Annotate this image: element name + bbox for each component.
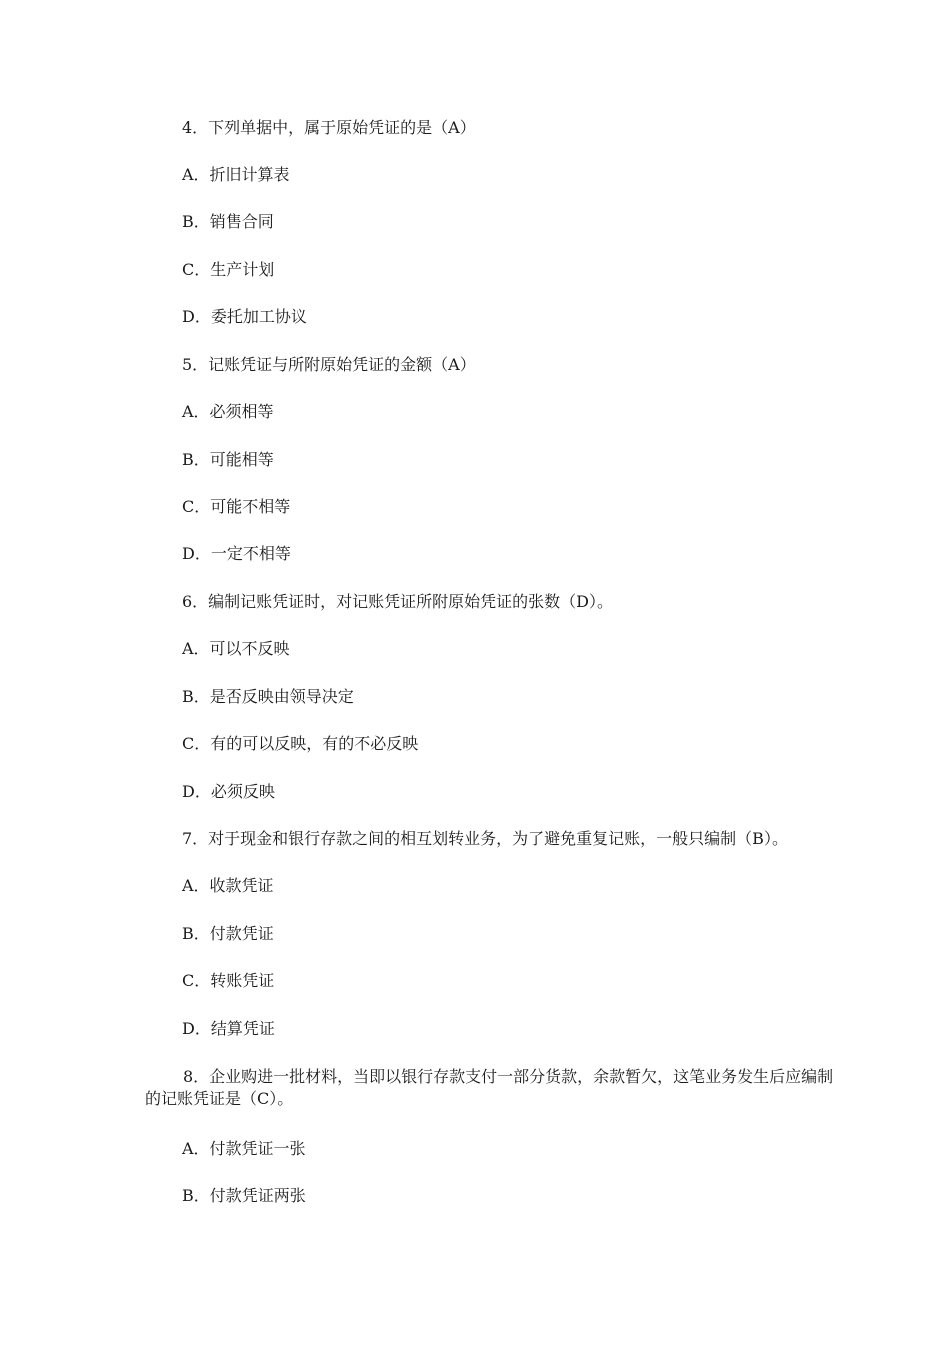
question-8: 8．企业购进一批材料，当即以银行存款支付一部分货款，余款暂欠，这笔业务发生后应编制的记账凭证是（C）。: [145, 1067, 834, 1108]
option-a: A．收款凭证: [182, 876, 274, 895]
option-b: B．付款凭证: [182, 924, 274, 943]
question-6: 6．编制记账凭证时，对记账凭证所附原始凭证的张数（D）。: [182, 592, 614, 611]
option-d: D．一定不相等: [182, 544, 291, 563]
option-c: C．可能不相等: [182, 497, 291, 516]
option-a: A．付款凭证一张: [182, 1139, 306, 1158]
option-a: A．可以不反映: [182, 639, 290, 658]
option-b: B．销售合同: [182, 212, 274, 231]
option-d: D．必须反映: [182, 782, 275, 801]
option-b: B．可能相等: [182, 450, 274, 469]
option-d: D．结算凭证: [182, 1019, 275, 1038]
question-7: 7．对于现金和银行存款之间的相互划转业务，为了避免重复记账，一般只编制（B）。: [182, 829, 788, 848]
question-5: 5．记账凭证与所附原始凭证的金额（A）: [182, 355, 476, 374]
option-b: B．付款凭证两张: [182, 1186, 306, 1205]
question-4: 4．下列单据中，属于原始凭证的是（A）: [182, 118, 476, 137]
option-a: A．必须相等: [182, 402, 274, 421]
option-c: C．转账凭证: [182, 971, 275, 990]
option-c: C．生产计划: [182, 260, 275, 279]
option-d: D．委托加工协议: [182, 307, 307, 326]
option-b: B．是否反映由领导决定: [182, 687, 354, 706]
option-c: C．有的可以反映，有的不必反映: [182, 734, 419, 753]
option-a: A．折旧计算表: [182, 165, 290, 184]
